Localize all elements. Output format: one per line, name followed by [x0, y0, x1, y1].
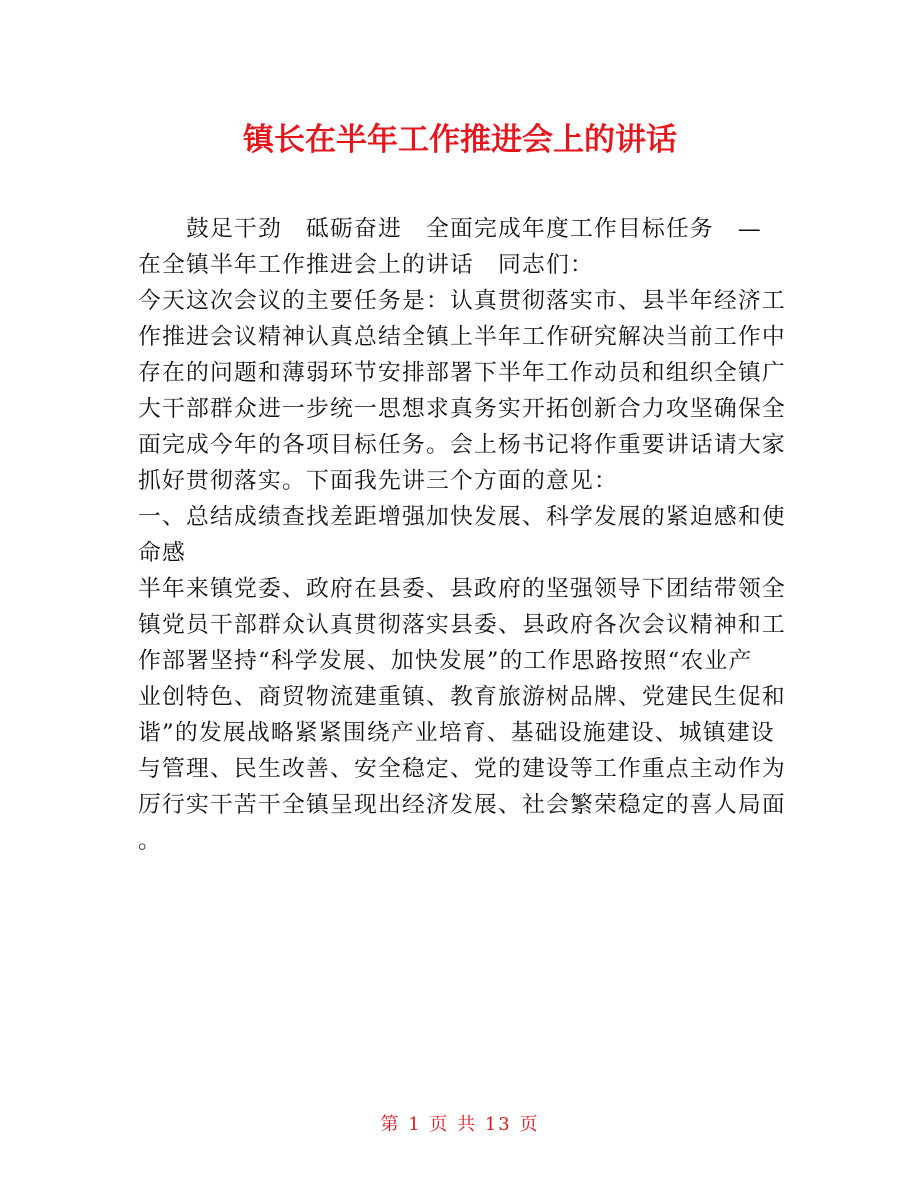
body-line: 今天这次会议的主要任务是：认真贯彻落实市、县半年经济工	[138, 288, 786, 314]
page-number-footer: 第 1 页 共 13 页	[380, 1114, 540, 1135]
document-title: 镇长在半年工作推进会上的讲话	[243, 122, 677, 158]
body-line-subtitle-2: 在全镇半年工作推进会上的讲话 同志们：	[138, 252, 594, 278]
section-heading-line: 命感	[138, 540, 186, 566]
body-line: 作推进会议精神认真总结全镇上半年工作研究解决当前工作中	[138, 324, 786, 350]
body-line: 镇党员干部群众认真贯彻落实县委、县政府各次会议精神和工	[138, 612, 786, 638]
section-heading-line: 一、总结成绩查找差距增强加快发展、科学发展的紧迫感和使	[138, 504, 786, 530]
body-line: 厉行实干苦干全镇呈现出经济发展、社会繁荣稳定的喜人局面	[138, 792, 786, 818]
body-line-subtitle-1: 鼓足干劲 砥砺奋进 全面完成年度工作目标任务 —	[186, 216, 762, 242]
body-line: 谐”的发展战略紧紧围绕产业培育、基础设施建设、城镇建设	[138, 720, 775, 746]
body-line: 。	[138, 828, 162, 854]
body-line: 作部署坚持“科学发展、加快发展”的工作思路按照“农业产	[138, 648, 753, 674]
body-line: 与管理、民生改善、安全稳定、党的建设等工作重点主动作为	[138, 756, 786, 782]
body-line: 大干部群众进一步统一思想求真务实开拓创新合力攻坚确保全	[138, 396, 786, 422]
body-line: 业创特色、商贸物流建重镇、教育旅游树品牌、党建民生促和	[138, 684, 786, 710]
document-body	[138, 211, 786, 859]
body-line: 半年来镇党委、政府在县委、县政府的坚强领导下团结带领全	[138, 576, 786, 602]
body-line: 面完成今年的各项目标任务。会上杨书记将作重要讲话请大家	[138, 432, 786, 458]
body-line: 抓好贯彻落实。下面我先讲三个方面的意见：	[138, 468, 618, 494]
body-line: 存在的问题和薄弱环节安排部署下半年工作动员和组织全镇广	[138, 360, 786, 386]
